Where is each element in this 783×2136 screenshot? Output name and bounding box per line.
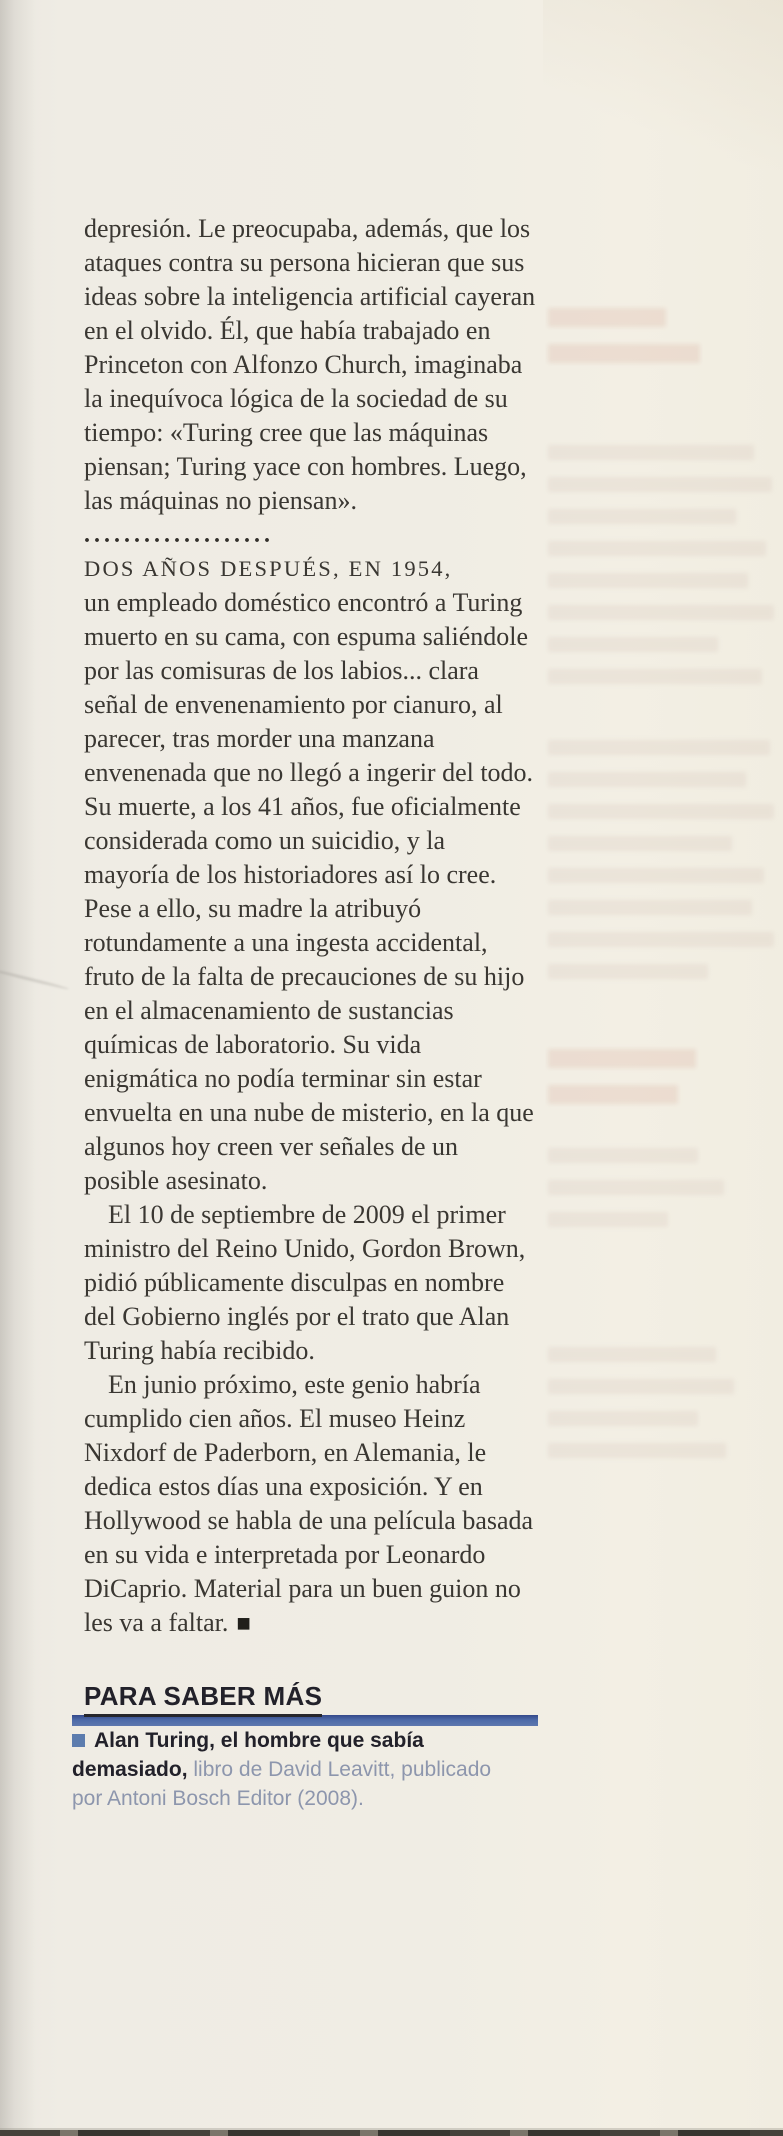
page-spine-shadow: [0, 0, 36, 2136]
article-paragraph-2-body: un empleado doméstico encontró a Turing muerto en su cama, con espuma saliéndole por las comisuras de los labios... clara señal de envenenamiento por cianuro, al parecer, tras morder una manzana envenenada que no llegó a ingerir del todo. Su muerte, a los 41 años, fue oficialmente considerada como un suicidio, y la mayoría de los historiadores así lo cree. Pese a ello, su madre la atribuyó rotundamente a una ingesta accidental, fruto de la falta de precauciones de su hijo en el almacenamiento de sustancias químicas de laboratorio. Su vida enigmática no podía terminar sin estar envuelta en una nube de misterio, en la que algunos hoy creen ver señales de un posible asesinato.: [84, 588, 534, 1195]
further-reading-section: [72, 1679, 538, 1813]
ghost-line: [548, 573, 748, 588]
ghost-line: [548, 740, 770, 755]
end-of-article-mark-icon: ■: [236, 1611, 251, 1637]
ghost-line: [548, 1411, 698, 1426]
ghost-line: [548, 1180, 724, 1195]
ghost-line: [548, 445, 754, 460]
reference-citation: libro de David Leavitt, publicado por Antoni Bosch Editor (2008).: [72, 1758, 492, 1810]
ghost-line: [548, 669, 762, 684]
ghost-line: [548, 836, 732, 851]
small-caps-lead: DOS AÑOS DESPUÉS, EN 1954,: [84, 556, 453, 581]
article-paragraph-4-body: En junio próximo, este genio habría cumplido cien años. El museo Heinz Nixdorf de Paderborn, en Alemania, le dedica estos días una exposición. Y en Hollywood se habla de una película basada en su vida e interpretada por Leonardo DiCaprio. Material para un buen guion no les va a faltar.: [84, 1370, 534, 1637]
article-paragraph-3: El 10 de septiembre de 2009 el primer ministro del Reino Unido, Gordon Brown, pidió públicamente disculpas en nombre del Gobierno inglés por el trato que Alan Turing había recibido.: [84, 1200, 526, 1365]
page-bottom-edge: [0, 2130, 783, 2136]
ghost-line: [548, 900, 752, 915]
ghost-line: [548, 868, 764, 883]
article-paragraph-4: [84, 1368, 536, 1641]
ghost-line: [548, 932, 774, 947]
ghost-line: [548, 1148, 698, 1163]
ghost-line: [548, 509, 736, 524]
ghost-line: [548, 1379, 734, 1394]
ghost-line: [548, 772, 746, 787]
ghost-line: [548, 1085, 678, 1104]
further-reading-item: [72, 1726, 498, 1813]
article-paragraph-1: depresión. Le preocupaba, además, que los ataques contra su persona hicieran que sus ideas sobre la inteligencia artificial cayeran en el olvido. Él, que había trabajado en Princeton con Alfonzo Church, imaginaba la inequívoca lógica de la sociedad de su tiempo: «Turing cree que las máquinas piensan; Turing yace con hombres. Luego, las máquinas no piensan».: [84, 214, 536, 515]
ghost-line: [548, 541, 766, 556]
page-corner-shade: [543, 0, 783, 170]
article-column: [72, 212, 536, 1813]
dotted-separator: ...................: [84, 522, 274, 548]
ghost-line: [548, 1049, 696, 1068]
reference-title: Alan Turing, el hombre que sabía demasiado,: [72, 1729, 424, 1781]
ghost-line: [548, 477, 772, 492]
page-bleed-through-text: [548, 308, 773, 1475]
ghost-line: [548, 637, 718, 652]
ghost-line: [548, 964, 708, 979]
ghost-line: [548, 1212, 668, 1227]
ghost-line: [548, 1443, 726, 1458]
article-paragraph-2: [84, 552, 536, 1198]
further-reading-heading: PARA SABER MÁS: [84, 1679, 322, 1717]
ghost-line: [548, 804, 774, 819]
ghost-line: [548, 344, 700, 363]
ghost-line: [548, 308, 666, 327]
ghost-line: [548, 1347, 716, 1362]
square-bullet-icon: [72, 1734, 85, 1747]
ghost-line: [548, 605, 774, 620]
